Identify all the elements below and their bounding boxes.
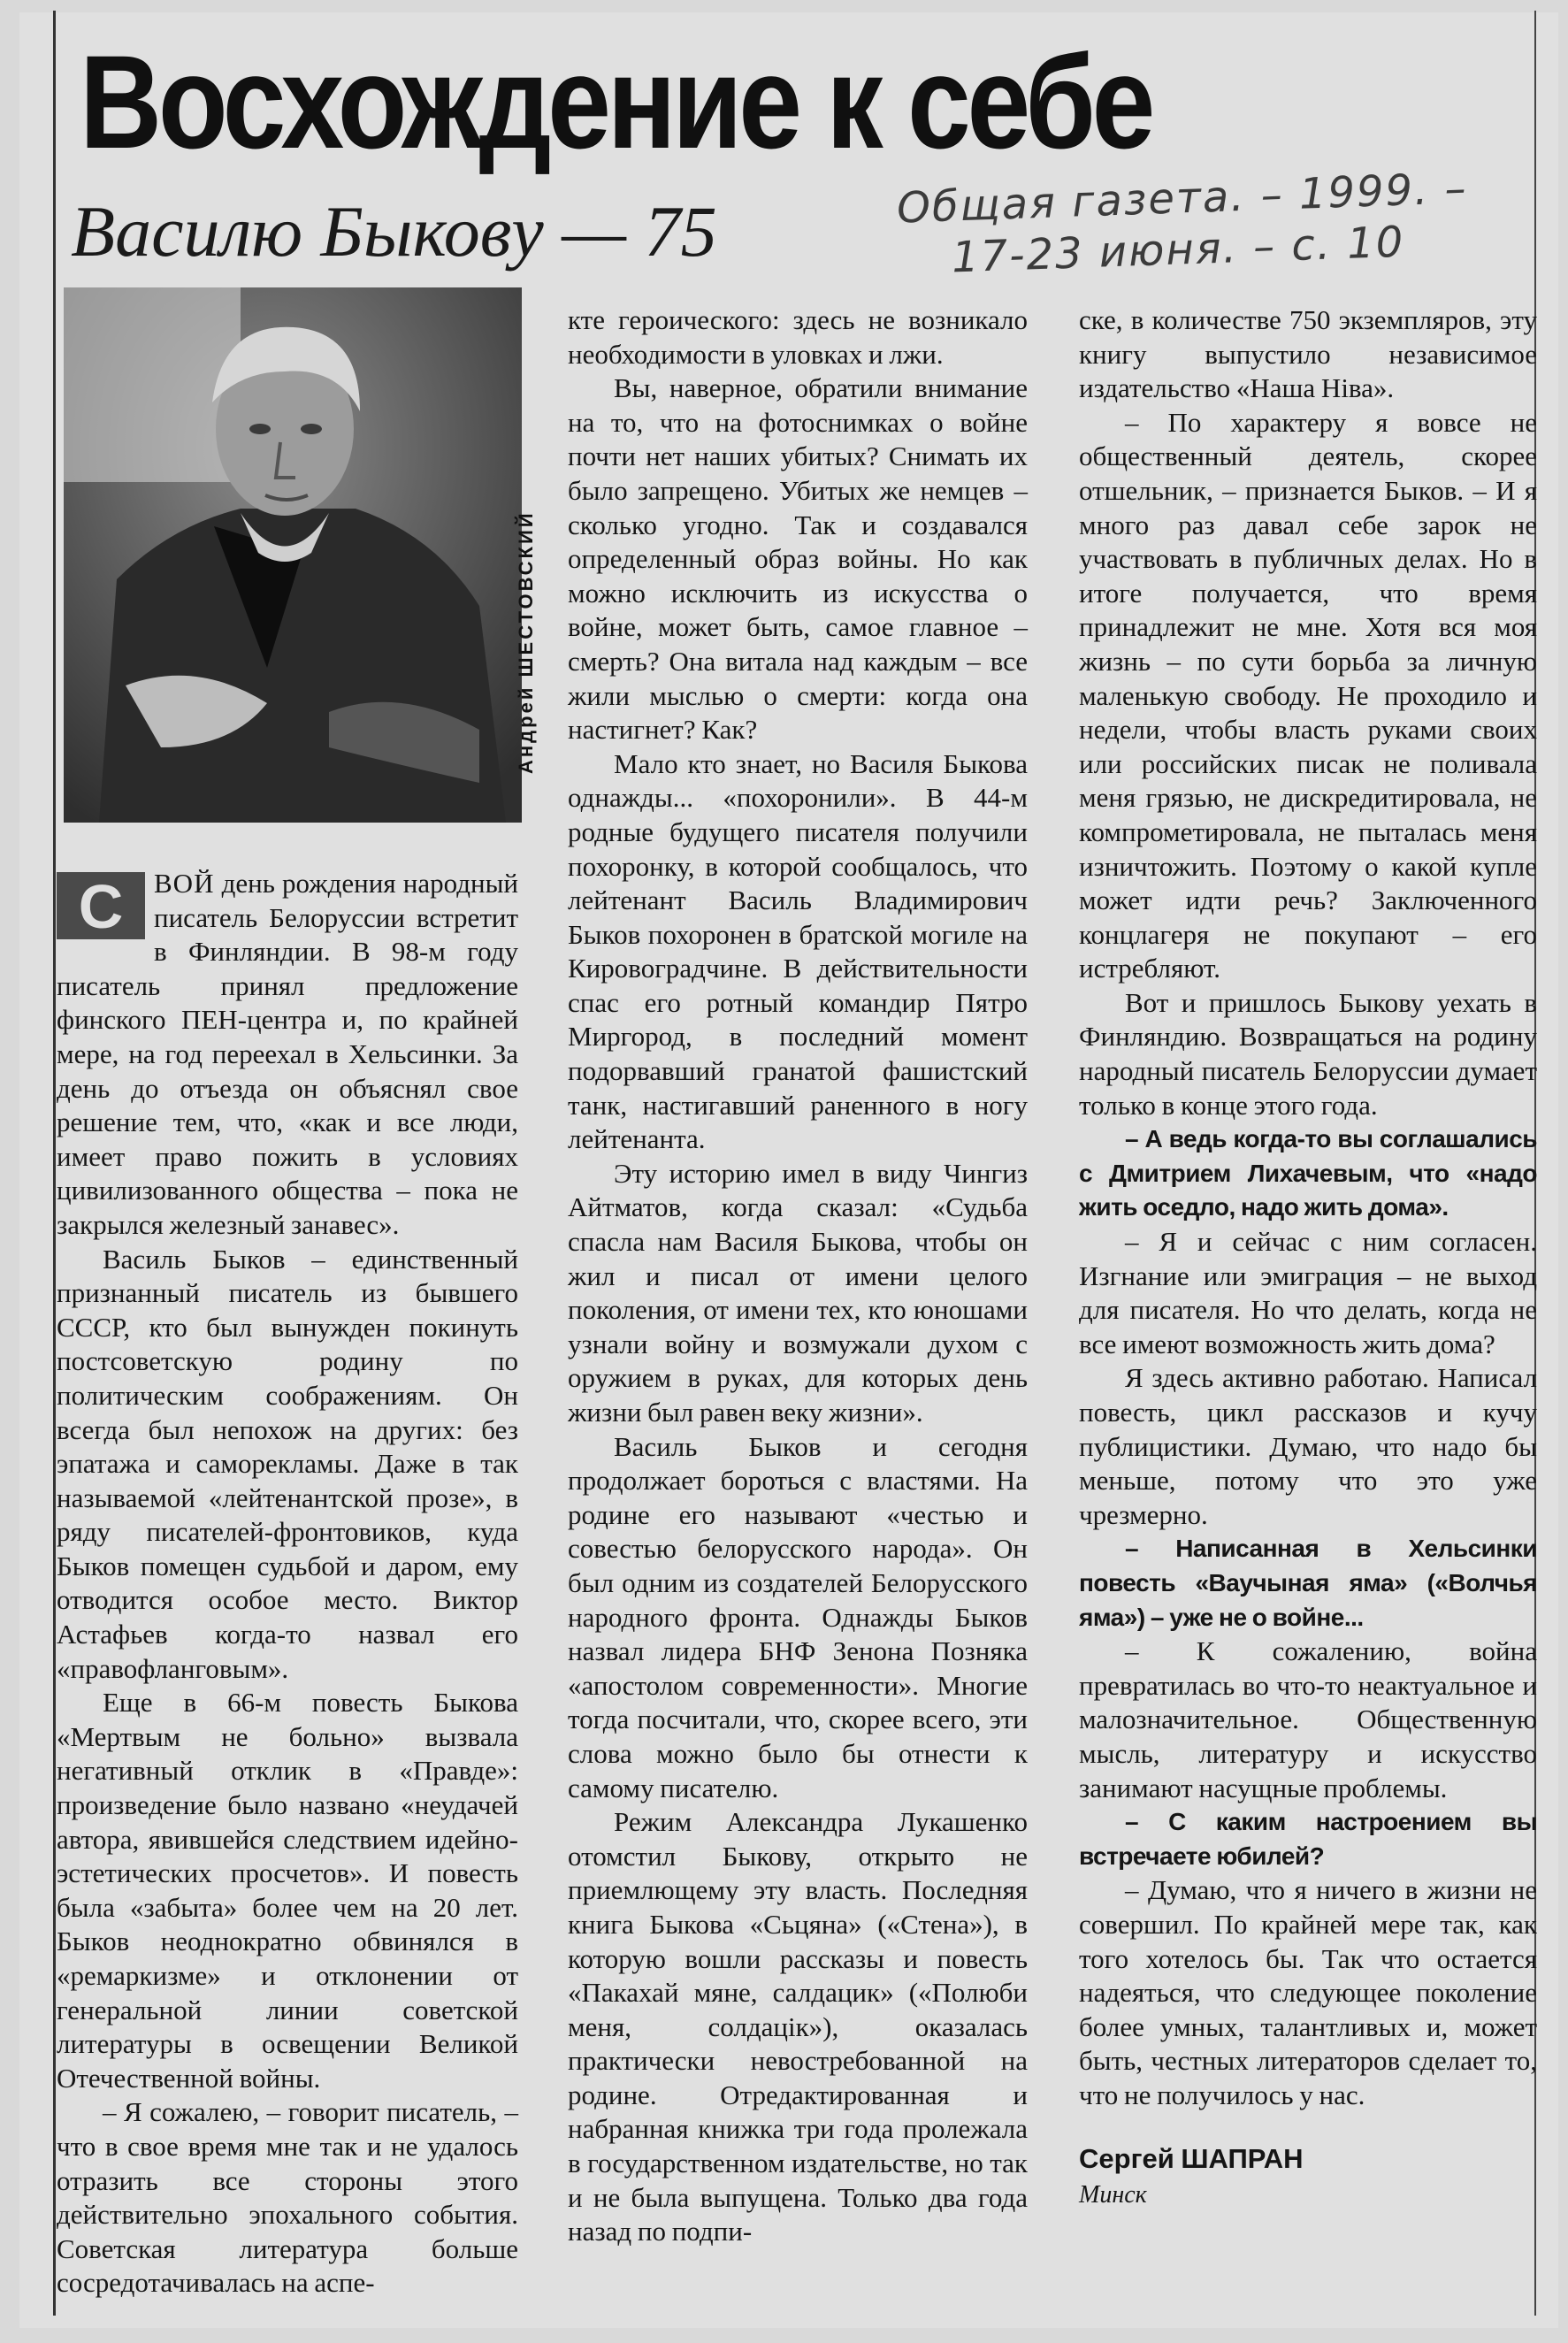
first-word: ВОЙ	[154, 868, 215, 899]
interview-question: – А ведь когда-то вы соглашались с Дмитрием Лихачевым, что «надо жить оседло, надо жить дома».	[1079, 1125, 1537, 1221]
interview-question: – Написанная в Хельсинки повесть «Ваучыная яма» («Волчья яма») – уже не о войне...	[1079, 1535, 1537, 1631]
paragraph: Василь Быков – единственный признанный писатель из бывшего СССР, кто был вынужден покинуть постсоветскую родину по политическим соображениям. Он всегда был непохож на других: без эпатажа и саморекламы. Даже в так называемой «лейтенантской прозе», в ряду писателей-фронтовиков, куда Быков помещен судьбой и даром, ему отводится особое место. Виктор Астафьев когда-то назвал его «правофланговым».	[57, 1243, 518, 1684]
interview-question: – С каким настроением вы встречаете юбилей?	[1079, 1808, 1537, 1870]
paragraph: – К сожалению, война превратилась во что-то неактуальное и малозначительное. Общественную мысль, литературу и искусство занимают насущные проблемы.	[1079, 1635, 1537, 1803]
paragraph: Василь Быков и сегодня продолжает бороться с властями. На родине его называют «честью и совестью белорусского народа». Он был одним из создателей Белорусского народного фронта. Однажды Быков назвал лидера БНФ Зенона Позняка «апостолом современности». Многие тогда посчитали, что, скорее всего, эти слова можно было бы отнести к самому писателю.	[568, 1430, 1028, 1803]
article-column-2	[568, 303, 1028, 2249]
paragraph: – Я сожалею, – говорит писатель, – что в свое время мне так и не удалось отразить все стороны этого действительно эпохального события. Советская литература больше сосредотачивалась на аспе-	[57, 2096, 518, 2299]
paragraph: Вот и пришлось Быкову уехать в Финляндию. Возвращаться на родину народный писатель Белоруссии думает только в конце этого года.	[1079, 986, 1537, 1121]
paragraph: Режим Александра Лукашенко отомстил Быкову, открыто не приемлющему эту власть. Последняя книга Быкова «Сьцяна» («Стена»), в которую вошли рассказы и повесть «Пакахай мяне, салдацик» («Полюби меня, солдацік»), оказалась практически невостребованной на родине. Отредактированная и набранная книжка три года пролежала в государственном издательстве, но так и не была выпущена. Только два года назад по подпи-	[568, 1806, 1028, 2247]
subheadline: Василю Быкову — 75	[71, 191, 717, 272]
paragraph: Вы, наверное, обратили внимание на то, что на фотоснимках о войне почти нет наших убитых? Снимать их было запрещено. Убитых же немцев – сколько угодно. Так и создавался определенный образ войны. Но как можно исключить из искусства о войне, может быть, самое главное – смерть? Она витала над каждым – все жили мыслью о смерти: когда она настигнет? Как?	[568, 372, 1028, 746]
drop-cap: С	[57, 872, 145, 939]
paragraph: – Думаю, что я ничего в жизни не совершил. По крайней мере так, как того хотелось бы. Так что остается надеяться, что следующее поколение более умных, талантливых и, может быть, честных литераторов сделает то, что не получилось у нас.	[1079, 1874, 1537, 2110]
handnote-line-2: 17-23 июня. – с. 10	[951, 217, 1406, 283]
photo-credit: Андрей ШЕСТОВСКИЙ	[515, 510, 537, 774]
author-city: Минск	[1079, 2181, 1147, 2209]
paragraph: – По характеру я вовсе не общественный деятель, скорее отшельник, – признается Быков. – И я много раз давал себе зарок не участвовать в публичных делах. Но в итоге получается, что время принадлежит не мне. Хотя вся моя жизнь – по сути борьба за личную маленькую свободу. Не проходило и недели, чтобы власть руками своих или российских писак не поливала меня грязью, не дискредитировала, не компрометировала, не пыталась меня изничтожить. Поэтому о какой купле может идти речь? Заключенного концлагеря не покупают – его истребляют.	[1079, 406, 1537, 984]
headline: Восхождение к себе	[80, 27, 1152, 176]
paragraph: Мало кто знает, но Василя Быкова однажды... «похоронили». В 44-м родные будущего писателя получили похоронку, в которой сообщалось, что лейтенант Василь Владимирович Быков похоронен в братской могиле на Кировоградчине. В действительности спас его ротный командир Пятро Миргород, в последний момент подорвавший гранатой фашистский танк, настигавший раненного в ногу лейтенанта.	[568, 747, 1028, 1155]
paragraph: – Я и сейчас с ним согласен. Изгнание или эмиграция – не выход для писателя. Но что делать, когда не все имеют возможность жить дома?	[1079, 1226, 1537, 1359]
paragraph	[57, 867, 518, 1243]
author-signature: Сергей ШАПРАН	[1079, 2143, 1304, 2175]
handnote-line-1: Общая газета. – 1999. –	[896, 164, 1469, 234]
portrait-illustration	[64, 287, 522, 823]
author-portrait-photo	[64, 287, 522, 823]
paragraph: Эту историю имел в виду Чингиз Айтматов, когда сказал: «Судьба спасла нам Василя Быкова, чтобы он жил и писал от имени целого поколения, от имени тех, кто юношами узнали войну и возмужали духом с оружием в руках, для которых день жизни был равен веку жизни».	[568, 1157, 1028, 1428]
paragraph: ске, в количестве 750 экземпляров, эту книгу выпустило независимое издательство «Наша Ніва».	[1079, 304, 1537, 404]
article-column-1	[57, 867, 518, 2301]
paragraph-text: день рождения народный писатель Белоруссии встретит в Финляндии. В 98-м году писатель принял предложение финского ПЕН-центра и, по крайней мере, на год переехал в Хельсинки. За день до отъезда он объяснял свое решение тем, что, «как и все люди, имеет право пожить в условиях цивилизованного общества – пока не закрылся железный занавес».	[57, 868, 518, 1240]
paragraph: Еще в 66-м повесть Быкова «Мертвым не больно» вызвала негативный отклик в «Правде»: произведение было названо «неудачей автора, явившейся следствием идейно-эстетических просчетов». И повесть была «забыта» более чем на 20 лет. Быков неоднократно обвинялся в «ремаркизме» и отклонении от генеральной линии советской литературы в освещении Великой Отечественной войны.	[57, 1687, 518, 2094]
article-column-3	[1079, 303, 1537, 2213]
paragraph: кте героического: здесь не возникало необходимости в уловках и лжи.	[568, 304, 1028, 370]
paragraph: Я здесь активно работаю. Написал повесть, цикл рассказов и кучу публицистики. Думаю, что надо бы меньше, потому что это уже чрезмерно.	[1079, 1362, 1537, 1530]
